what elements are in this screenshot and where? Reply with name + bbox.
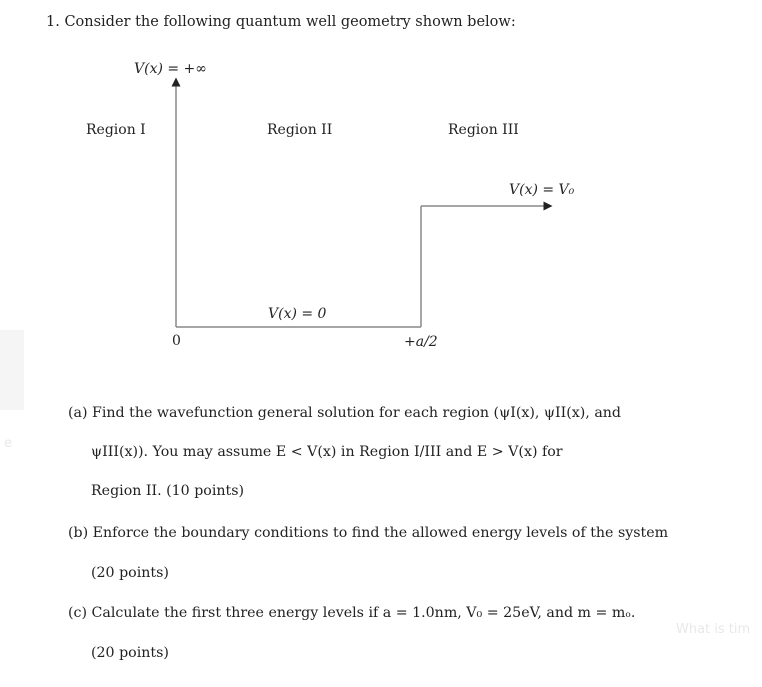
part-c-line1: (c) Calculate the first three energy levels if a = 1.0nm, V₀ = 25eV, and m = mₒ. <box>68 605 636 621</box>
v-zero-label: V(x) = 0 <box>268 306 327 322</box>
background-ghost-panel <box>0 330 24 410</box>
region-1-label: Region I <box>86 122 146 138</box>
right-faint-text: What is tim <box>676 622 751 637</box>
region-2-label: Region II <box>267 122 333 138</box>
tick-zero: 0 <box>172 333 181 349</box>
question-title: 1. Consider the following quantum well geometry shown below: <box>46 14 516 30</box>
part-a-line1: (a) Find the wavefunction general solution for each region (ψI(x), ψII(x), and <box>68 405 622 421</box>
part-b-line1: (b) Enforce the boundary conditions to find the allowed energy levels of the system <box>68 525 669 541</box>
part-c-line2: (20 points) <box>91 645 169 661</box>
tick-a-half: +a/2 <box>404 334 438 350</box>
part-a-line2: ψIII(x)). You may assume E < V(x) in Region I/III and E > V(x) for <box>91 444 563 460</box>
v-zero-right-label: V(x) = V₀ <box>509 182 575 198</box>
region-3-label: Region III <box>448 122 519 138</box>
part-a-line3: Region II. (10 points) <box>91 483 245 499</box>
left-faint-text: e <box>4 436 12 451</box>
part-b-line2: (20 points) <box>91 565 169 581</box>
v-infinity-label: V(x) = +∞ <box>134 61 207 77</box>
